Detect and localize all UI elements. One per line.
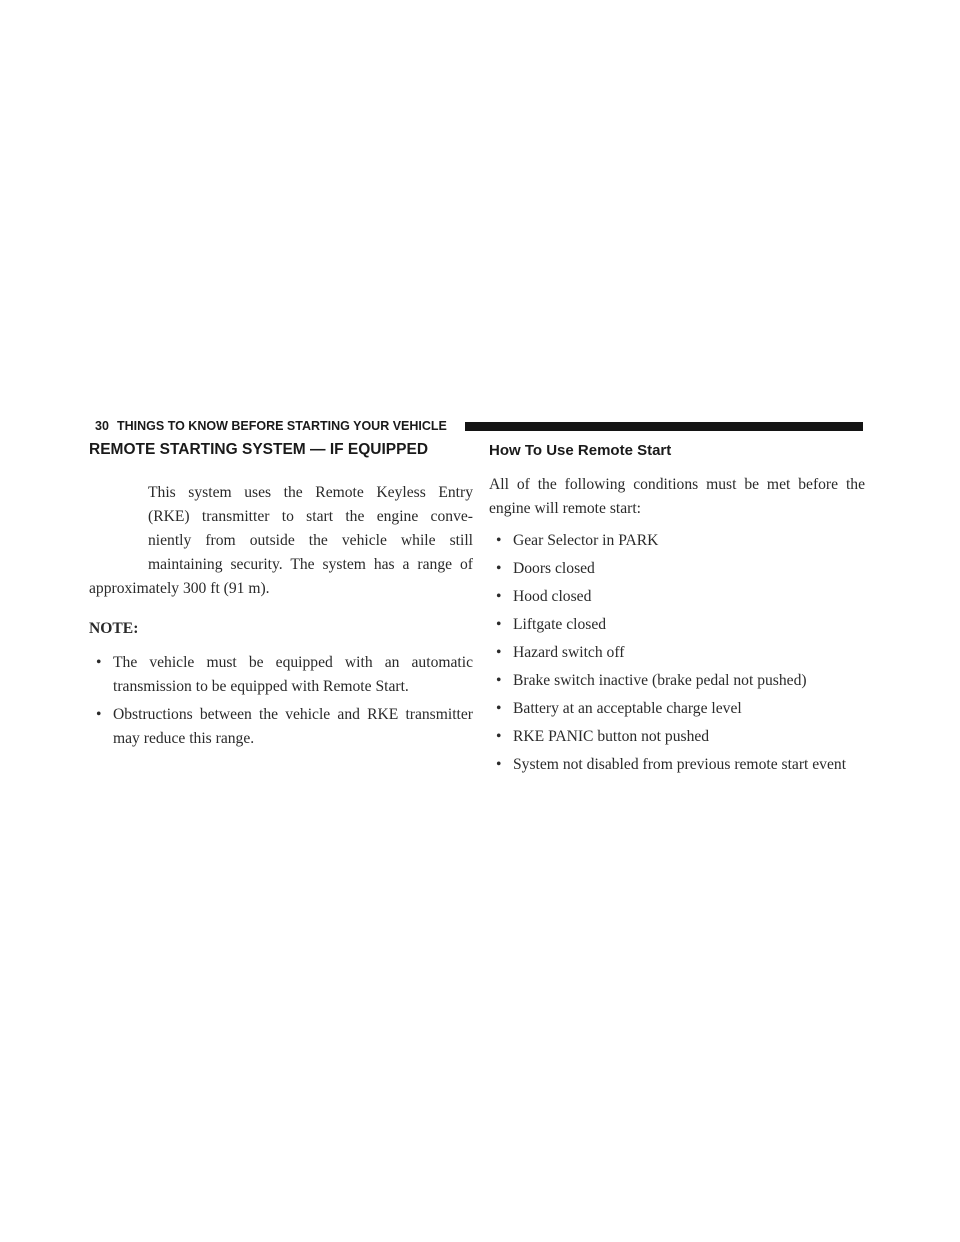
- condition-text: Brake switch inactive (brake pedal not pushed): [513, 672, 807, 689]
- condition-text: Gear Selector in PARK: [513, 532, 659, 549]
- bullet-icon: •: [496, 728, 502, 745]
- intro-line-5: approximately 300 ft (91 m).: [89, 580, 270, 597]
- page-header: [95, 417, 863, 435]
- page-number: 30: [95, 419, 109, 433]
- right-column: [489, 441, 865, 781]
- left-column: [89, 441, 473, 755]
- list-item: [489, 529, 865, 553]
- condition-text: Hood closed: [513, 588, 592, 605]
- list-item: [489, 753, 865, 777]
- condition-text: Doors closed: [513, 560, 595, 577]
- conditions-intro: All of the following conditions must be met before the engine will remote start:: [489, 476, 865, 517]
- list-item: [489, 725, 865, 749]
- note-text: Obstructions between the vehicle and RKE transmitter may reduce this range.: [113, 706, 473, 747]
- bullet-icon: •: [496, 672, 502, 689]
- bullet-icon: •: [496, 588, 502, 605]
- bullet-icon: •: [96, 654, 102, 671]
- list-item: [489, 585, 865, 609]
- running-title: THINGS TO KNOW BEFORE STARTING YOUR VEHICLE: [117, 419, 447, 433]
- list-item: [489, 697, 865, 721]
- note-text: The vehicle must be equipped with an automatic transmission to be equipped with Remote Start.: [113, 654, 473, 695]
- note-list: [89, 651, 473, 751]
- intro-paragraph: [89, 481, 473, 597]
- intro-line-2: (RKE) transmitter to start the engine conve-: [148, 508, 473, 525]
- list-item: [489, 641, 865, 665]
- bullet-icon: •: [496, 616, 502, 633]
- condition-text: Liftgate closed: [513, 616, 607, 633]
- remote-start-icon-placeholder: [89, 483, 141, 557]
- list-item: [489, 613, 865, 637]
- conditions-list: [489, 529, 865, 777]
- list-item: [489, 557, 865, 581]
- condition-text: RKE PANIC button not pushed: [513, 728, 710, 745]
- condition-text: System not disabled from previous remote start event: [513, 756, 847, 773]
- bullet-icon: •: [496, 700, 502, 717]
- intro-line-1: This system uses the Remote Keyless Entry: [148, 484, 473, 501]
- section-heading-remote-starting: REMOTE STARTING SYSTEM — IF EQUIPPED: [89, 441, 429, 458]
- condition-text: Hazard switch off: [513, 644, 625, 661]
- list-item: [89, 703, 473, 751]
- bullet-icon: •: [496, 560, 502, 577]
- intro-line-3: niently from outside the vehicle while still: [148, 532, 473, 549]
- bullet-icon: •: [496, 532, 502, 549]
- list-item: [489, 669, 865, 693]
- note-label: NOTE:: [89, 620, 139, 637]
- header-rule: [465, 422, 863, 431]
- bullet-icon: •: [496, 756, 502, 773]
- condition-text: Battery at an acceptable charge level: [513, 700, 742, 717]
- subheading-how-to-use: How To Use Remote Start: [489, 442, 672, 459]
- intro-line-4: maintaining security. The system has a range of: [148, 556, 473, 573]
- bullet-icon: •: [496, 644, 502, 661]
- bullet-icon: •: [96, 706, 102, 723]
- list-item: [89, 651, 473, 699]
